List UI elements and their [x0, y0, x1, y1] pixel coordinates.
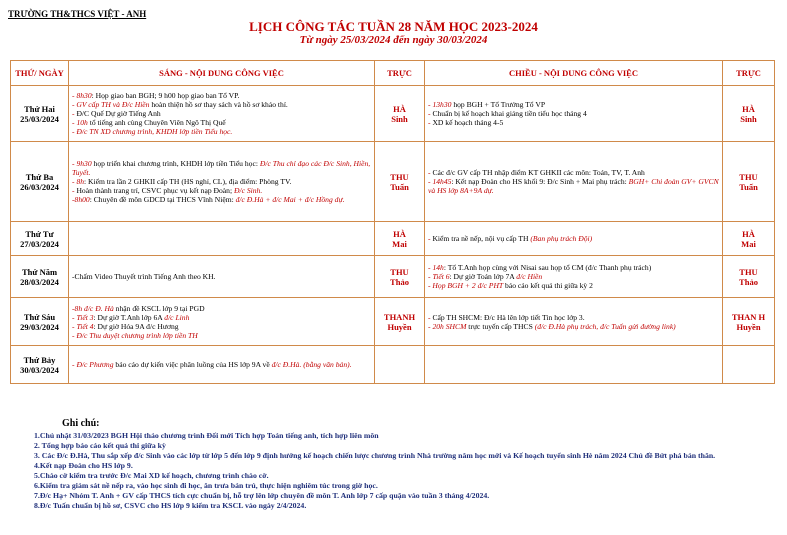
work-text: 8h30 [76, 91, 92, 100]
work-line [428, 313, 719, 322]
work-line [72, 177, 371, 186]
morning-cell [69, 142, 375, 222]
work-text: - [428, 177, 433, 186]
duty-name: THU [390, 266, 409, 277]
note-item: 1.Chủ nhật 31/03/2023 BGH Hội thảo chương trình Đối mới Tích hợp Toán tiếng anh, tích hợp liên môn [34, 431, 379, 440]
work-text: : Dự giờ Toán lớp 7A [449, 272, 517, 281]
work-text: - [72, 186, 77, 195]
work-text: - [72, 118, 77, 127]
day-date: 29/03/2024 [20, 321, 59, 332]
work-text: - [72, 177, 77, 186]
duty-name: THAN H [731, 311, 766, 322]
duty-name: HÀ [393, 228, 406, 239]
work-text: Tiết 4 [76, 321, 94, 331]
duty-am-cell [375, 346, 425, 384]
work-line [72, 331, 371, 340]
note-item: 2. Tổng hợp báo cáo kết quả thi giữa kỳ [34, 441, 166, 450]
work-text: 8h00 [74, 195, 90, 204]
duty-name: Huyền [387, 321, 412, 332]
work-text: - [428, 272, 433, 281]
work-text: - [428, 100, 433, 109]
work-text: - Họp BGH + 2 đ/c PHT [428, 281, 504, 290]
note-item: 5.Chào cờ kiểm tra trước Đ/c Mai XD kế hoạch, chương trình chào cờ. [34, 471, 269, 480]
work-text: : Họp giao ban BGH; 9 h00 họp giao ban Tổ VP. [91, 91, 240, 100]
work-line [428, 234, 719, 243]
work-text: Kiểm tra nề nếp, nội vụ cấp TH [432, 234, 531, 243]
day-cell [11, 346, 69, 384]
duty-name: Thảo [739, 276, 758, 287]
work-line [72, 127, 371, 136]
schedule-body [11, 86, 775, 384]
duty-pm-cell [723, 256, 775, 298]
work-text: Tiết 3 [76, 312, 94, 322]
duty-pm-cell [723, 346, 775, 384]
work-text: 8h [76, 177, 85, 186]
work-text: (đ/c Đ.Hà phụ trách, đ/c Tuấn gửi đường link) [534, 321, 676, 331]
work-line [428, 109, 719, 118]
afternoon-cell [425, 346, 723, 384]
afternoon-cell [425, 298, 723, 346]
schedule-table [10, 60, 775, 384]
day-date: 27/03/2024 [20, 238, 59, 249]
work-line [72, 186, 371, 195]
header-morning: SÁNG - NỘI DUNG CÔNG VIỆC [69, 61, 375, 86]
work-line [428, 322, 719, 331]
morning-cell [69, 346, 375, 384]
work-text: - Đ/c Thu duyệt chương trình lớp tiền TH [72, 330, 198, 340]
header-duty-pm: TRỰC [723, 61, 775, 86]
work-line [428, 177, 719, 195]
work-text: 10h [76, 118, 88, 127]
work-line [72, 100, 371, 109]
note-item: 8.Đ/c Tuấn chuẩn bị hồ sơ, CSVC cho HS lớp 9 kiểm tra KSCL vào ngày 2/4/2024. [34, 501, 307, 510]
duty-pm-cell [723, 86, 775, 142]
work-text: Tiết 6 [432, 272, 450, 281]
work-text: : Chuyên đề môn GDCD tại THCS Vĩnh Niệm: [89, 195, 236, 204]
afternoon-cell [425, 142, 723, 222]
work-text: tổ tiếng anh cùng Chuyên Viên Ngô Thị Quế [87, 118, 226, 127]
work-text: (Ban phụ trách Đội) [530, 234, 593, 243]
work-text: Đ/c Sinh. [233, 186, 263, 195]
duty-name: HÀ [742, 228, 755, 239]
day-date: 26/03/2024 [20, 181, 59, 192]
work-text: Chuẩn bị kế hoạch khai giảng tiền tiểu học tháng 4 [432, 109, 587, 118]
school-name: TRƯỜNG TH&THCS VIỆT - ANH [8, 9, 147, 19]
work-text: - [428, 321, 433, 331]
duty-name: Tuấn [739, 181, 758, 192]
duty-am-cell [375, 256, 425, 298]
duty-name: Sinh [740, 113, 757, 124]
work-line [428, 118, 719, 127]
work-text: Các đ/c GV cấp TH nhập điểm KT GHKII các môn: Toán, TV, T. Anh [432, 168, 645, 177]
day-cell [11, 142, 69, 222]
work-text: : Tổ T.Anh họp cùng với Nisai sau họp tổ CM (đ/c Thanh phụ trách) [443, 263, 652, 272]
work-line [72, 91, 371, 100]
notes-title: Ghi chú: [62, 418, 100, 429]
work-text: -Chấm Video Thuyết trình Tiếng Anh theo KH. [72, 272, 216, 281]
work-text: 9h30 [76, 159, 92, 168]
work-line [428, 100, 719, 109]
day-date: 28/03/2024 [20, 276, 59, 287]
duty-name: Mai [392, 238, 407, 249]
work-line [72, 304, 371, 313]
duty-name: THU [739, 266, 758, 277]
note-item: 6.Kiểm tra giám sát nề nếp ra, vào học sinh đi học, ăn trưa bán trú, thực hiện nghiêm túc trong giờ học. [34, 481, 378, 490]
duty-pm-cell [723, 298, 775, 346]
work-text: - [428, 118, 433, 127]
duty-name: Mai [741, 238, 756, 249]
work-text: - [428, 168, 433, 177]
work-text: 14h45 [432, 177, 452, 186]
work-text: : Dự giờ T.Anh lớp 6A [93, 312, 165, 322]
work-text: báo cáo dự kiến việc phân luồng của HS lớp 9A về [113, 360, 272, 369]
day-name: Thứ Sáu [23, 311, 56, 322]
work-text: -8h đ/c Đ. Hà [72, 303, 114, 313]
table-row [11, 86, 775, 142]
duty-pm-cell [723, 142, 775, 222]
afternoon-cell [425, 222, 723, 256]
table-row [11, 222, 775, 256]
day-name: Thứ Năm [21, 266, 58, 277]
work-text: họp BGH + Tổ Trưởng Tổ VP [451, 100, 546, 109]
work-text: - [72, 195, 75, 204]
day-name: Thứ Hai [24, 103, 55, 114]
duty-name: THANH [383, 311, 416, 322]
page-title: LỊCH CÔNG TÁC TUẦN 28 NĂM HỌC 2023-2024 [249, 19, 538, 34]
work-text: - [72, 360, 77, 369]
work-text: 13h30 [432, 100, 452, 109]
work-line [72, 118, 371, 127]
duty-name: Sinh [391, 113, 408, 124]
work-text: - [72, 312, 77, 322]
day-cell [11, 298, 69, 346]
work-text: họp triển khai chương trình, KHDH lớp tiền Tiểu học: [91, 159, 260, 168]
work-text: đ/c Hiền [516, 272, 543, 281]
work-text: XD kế hoạch tháng 4-5 [432, 118, 504, 127]
work-line [428, 272, 719, 281]
note-item: 7.Đ/c Hạ+ Nhóm T. Anh + GV cấp THCS tích cực chuẩn bị, hỗ trợ lên lớp chuyên đề môn T. Anh lớp 7 cấp quận vào tuần 3 tháng 4/2024. [34, 491, 490, 500]
day-cell [11, 86, 69, 142]
work-text: - GV cấp TH và Đ/c Hiền [72, 100, 150, 109]
duty-pm-cell [723, 222, 775, 256]
work-text: BGH+ Chi đoàn GV+ GVCN và HS lớp 8A+9A dự. [428, 177, 719, 195]
duty-am-cell [375, 298, 425, 346]
date-range-subtitle: Từ ngày 25/03/2024 đến ngày 30/03/2024 [299, 34, 488, 46]
duty-name: Tuấn [390, 181, 409, 192]
work-line [428, 168, 719, 177]
duty-name: Thảo [390, 276, 409, 287]
work-line [72, 322, 371, 331]
work-text: 20h SHCM [432, 321, 467, 331]
work-text: trực tuyến cấp THCS [466, 321, 535, 331]
afternoon-cell [425, 256, 723, 298]
duty-am-cell [375, 86, 425, 142]
table-row [11, 346, 775, 384]
work-line [72, 313, 371, 322]
work-text: - [72, 159, 77, 168]
work-text: - [72, 91, 77, 100]
day-date: 25/03/2024 [20, 113, 59, 124]
morning-cell [69, 256, 375, 298]
work-text: : Kết nạp Đoàn cho HS khối 9: Đ/c Sinh + Mai phụ trách: [451, 177, 629, 186]
work-line [72, 109, 371, 118]
work-text: hoàn thiện hồ sơ thay sách và hồ sơ khảo thí. [149, 100, 288, 109]
work-text: - [428, 312, 433, 322]
duty-name: HÀ [393, 103, 406, 114]
morning-cell [69, 86, 375, 142]
work-text: - [428, 263, 433, 272]
work-text: đ/c Đ.Hà + đ/c Mai + đ/c Hồng dự. [235, 195, 345, 204]
work-text: Hoàn thành trang trí, CSVC phục vụ kết nạp Đoàn; [76, 186, 234, 195]
notes-list [34, 431, 776, 511]
header-day: THỨ/ NGÀY [11, 61, 69, 86]
work-line [72, 159, 371, 177]
day-date: 30/03/2024 [20, 364, 59, 375]
morning-cell [69, 222, 375, 256]
work-line [72, 360, 371, 369]
table-row [11, 142, 775, 222]
table-row [11, 298, 775, 346]
day-name: Thứ Bảy [23, 354, 56, 365]
work-text: Cấp TH SHCM: Đ/c Hà lên lớp tiết Tin học lớp 3. [432, 312, 585, 322]
note-item: 4.Kết nạp Đoàn cho HS lớp 9. [34, 461, 133, 470]
header-afternoon: CHIỀU - NỘI DUNG CÔNG VIỆC [425, 61, 723, 86]
duty-name: THU [390, 171, 409, 182]
work-text: - [428, 109, 433, 118]
work-text: đ/c Đ.Hà. (bằng văn bản). [271, 360, 352, 369]
work-text: - [428, 234, 433, 243]
day-name: Thứ Tư [25, 228, 54, 239]
work-text: : Kiểm tra lần 2 GHKII cấp TH (HS nghỉ, CL), địa điểm: Phòng TV. [84, 177, 292, 186]
work-text: nhận đề KSCL lớp 9 tại PGD [113, 303, 205, 313]
work-text: - [72, 321, 77, 331]
work-text: - [72, 109, 77, 118]
work-line [72, 195, 371, 204]
day-cell [11, 256, 69, 298]
duty-name: HÀ [742, 103, 755, 114]
work-text: Đ/c Thu chỉ đạo các Đ/c Sinh, Hiền, Tuyết. [72, 159, 371, 177]
work-text: Đ/c Phương [76, 360, 114, 369]
afternoon-cell [425, 86, 723, 142]
work-text: đ/c Linh [164, 312, 190, 322]
day-name: Thứ Ba [25, 171, 54, 182]
work-line [428, 263, 719, 272]
duty-am-cell [375, 222, 425, 256]
header-duty-am: TRỰC [375, 61, 425, 86]
duty-name: Huyền [736, 321, 761, 332]
note-item: 3. Các Đ/c Đ.Hà, Thu sắp xếp đ/c Sinh vào các lớp từ lớp 5 đến lớp 9 định hướng kế hoạch chiến lược chương trình Nhà trường năm học mới và Kế hoạch tuyển sinh Hè năm 2024 Chủ đề Bứt phá bản thân. [34, 451, 716, 460]
work-text: 14h [432, 263, 444, 272]
work-text: : Dự giờ Hóa 9A đ/c Hương [93, 321, 179, 331]
work-text: - Đ/c TN XD chương trình, KHDH lớp tiền Tiểu học. [72, 127, 233, 136]
duty-am-cell [375, 142, 425, 222]
work-text: báo cáo kết quả thi giữa kỳ 2 [503, 281, 593, 290]
duty-name: THU [739, 171, 758, 182]
work-text: Đ/C Quế Dự giờ Tiếng Anh [76, 109, 161, 118]
work-line [428, 281, 719, 290]
table-row [11, 256, 775, 298]
day-cell [11, 222, 69, 256]
work-line [72, 272, 371, 281]
table-header-row [11, 61, 775, 86]
morning-cell [69, 298, 375, 346]
